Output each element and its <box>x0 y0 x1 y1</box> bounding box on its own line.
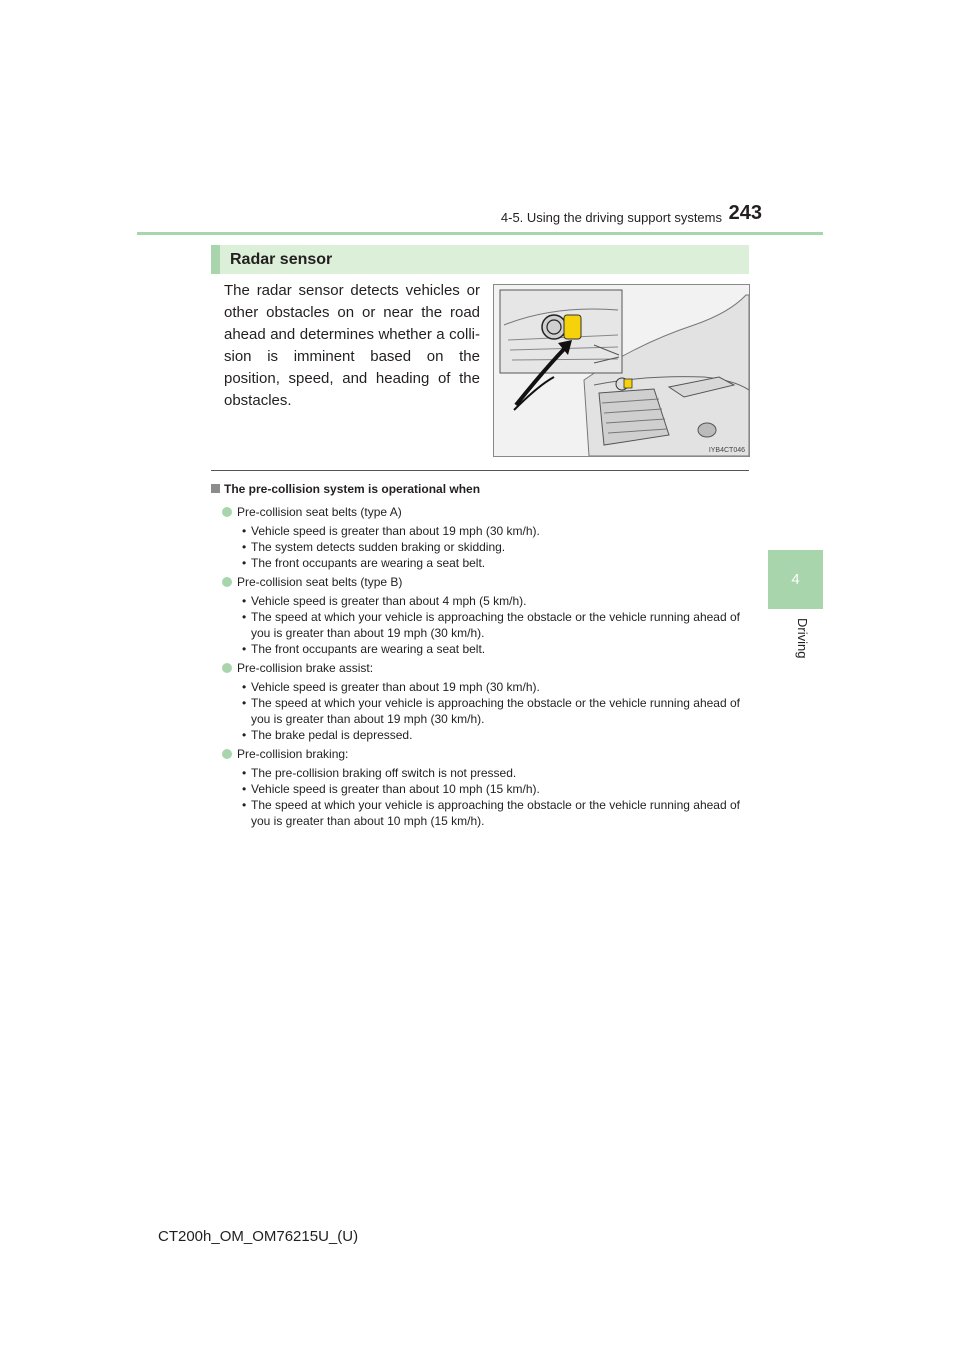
list-item: • The front occupants are wearing a seat belt. <box>222 641 749 657</box>
page-number: 243 <box>728 202 762 224</box>
condition-block <box>222 574 749 657</box>
illustration-code: IYB4CT046 <box>708 447 745 454</box>
section-title: Radar sensor <box>230 250 333 268</box>
chapter-label: Driving <box>795 618 810 659</box>
condition-block <box>222 746 749 829</box>
list-item: • Vehicle speed is greater than about 4 mph (5 km/h). <box>222 593 749 609</box>
condition-items <box>222 523 749 571</box>
subsection-heading <box>211 482 480 496</box>
chapter-number: 4 <box>791 571 800 588</box>
circle-bullet-icon <box>222 507 232 517</box>
chapter-tab <box>768 550 823 609</box>
circle-bullet-icon <box>222 663 232 673</box>
car-front-drawing <box>494 285 749 456</box>
list-item: • The system detects sudden braking or skidding. <box>222 539 749 555</box>
conditions-list <box>222 502 749 832</box>
circle-bullet-icon <box>222 749 232 759</box>
section-heading <box>211 245 749 274</box>
condition-items <box>222 593 749 657</box>
list-item: • The front occupants are wearing a seat belt. <box>222 555 749 571</box>
block-title: Pre-collision brake assist: <box>222 660 749 676</box>
block-title: Pre-collision braking: <box>222 746 749 762</box>
block-title: Pre-collision seat belts (type B) <box>222 574 749 590</box>
running-header: 4-5. Using the driving support systems <box>500 210 722 225</box>
list-item: • Vehicle speed is greater than about 19 mph (30 km/h). <box>222 679 749 695</box>
circle-bullet-icon <box>222 577 232 587</box>
list-item: • Vehicle speed is greater than about 19 mph (30 km/h). <box>222 523 749 539</box>
condition-block <box>222 504 749 571</box>
list-item: • The speed at which your vehicle is approaching the obstacle or the vehicle running ahead of you is greater than about 10 mph (15 km/h). <box>222 797 749 829</box>
radar-sensor-illustration <box>493 284 750 457</box>
list-item: • The pre-collision braking off switch is not pressed. <box>222 765 749 781</box>
header-divider <box>137 232 823 235</box>
list-item: • The speed at which your vehicle is approaching the obstacle or the vehicle running ahead of you is greater than about 19 mph (30 km/h). <box>222 695 749 727</box>
subsection-divider <box>211 470 749 471</box>
intro-paragraph: The radar sensor detects vehicles or other obstacles on or near the road ahead and determines whether a colli-sion is imminent based on the position, speed, and heading of the obstacles. <box>224 282 480 409</box>
manual-code-footer: CT200h_OM_OM76215U_(U) <box>158 1228 359 1245</box>
list-item: • The brake pedal is depressed. <box>222 727 749 743</box>
condition-block <box>222 660 749 743</box>
subsection-title: The pre-collision system is operational when <box>224 482 481 496</box>
condition-items <box>222 679 749 743</box>
list-item: • Vehicle speed is greater than about 10 mph (15 km/h). <box>222 781 749 797</box>
square-bullet-icon <box>211 484 220 493</box>
condition-items <box>222 765 749 829</box>
block-title: Pre-collision seat belts (type A) <box>222 504 749 520</box>
list-item: • The speed at which your vehicle is approaching the obstacle or the vehicle running ahead of you is greater than about 19 mph (30 km/h). <box>222 609 749 641</box>
